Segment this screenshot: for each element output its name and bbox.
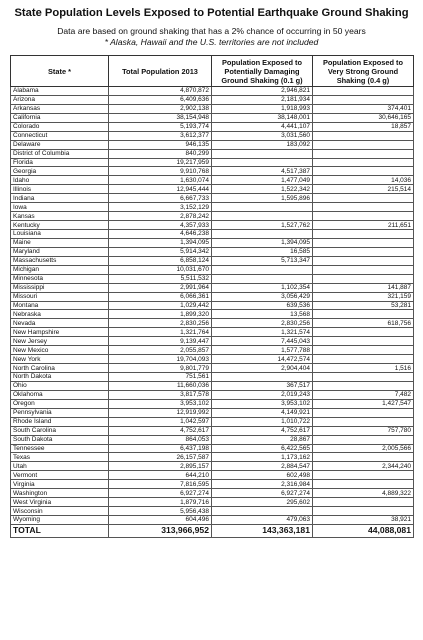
damaging-shaking-cell: 3,056,429: [212, 292, 313, 301]
state-name: Minnesota: [11, 274, 109, 283]
state-name: Rhode Island: [11, 417, 109, 426]
table-row: [11, 131, 414, 140]
table-row: [11, 256, 414, 265]
very-strong-shaking-cell: [313, 373, 414, 382]
very-strong-shaking-cell: [313, 149, 414, 158]
table-row: [11, 462, 414, 471]
state-name: Oregon: [11, 399, 109, 408]
total-population-cell: 2,895,157: [109, 462, 212, 471]
very-strong-shaking-cell: [313, 435, 414, 444]
total-population-cell: 946,135: [109, 140, 212, 149]
total-population-cell: 12,919,992: [109, 408, 212, 417]
header-state: State *: [11, 56, 109, 87]
damaging-shaking-cell: [212, 149, 313, 158]
very-strong-shaking-cell: [313, 480, 414, 489]
table-row: [11, 283, 414, 292]
damaging-shaking-cell: 1,477,049: [212, 176, 313, 185]
very-strong-shaking-cell: 757,780: [313, 426, 414, 435]
table-row: [11, 194, 414, 203]
total-population-cell: 6,066,361: [109, 292, 212, 301]
total-population-cell: 2,878,242: [109, 212, 212, 221]
total-population-cell: 2,830,256: [109, 319, 212, 328]
total-population-cell: 840,299: [109, 149, 212, 158]
very-strong-shaking-cell: [313, 507, 414, 516]
damaging-shaking-cell: 16,585: [212, 247, 313, 256]
subtitle: Data are based on ground shaking that has a 2% chance of occurring in 50 years: [57, 26, 366, 36]
damaging-shaking-cell: [212, 507, 313, 516]
state-name: Washington: [11, 489, 109, 498]
total-population-cell: 3,612,377: [109, 131, 212, 140]
state-name: Kansas: [11, 212, 109, 221]
total-population-cell: 38,154,948: [109, 113, 212, 122]
header-very-strong-shaking: Population Exposed to Very Strong Ground Shaking (0.4 g): [313, 56, 414, 87]
very-strong-shaking-cell: [313, 140, 414, 149]
very-strong-shaking-cell: 141,887: [313, 283, 414, 292]
table-row: [11, 149, 414, 158]
total-population-cell: 4,357,933: [109, 221, 212, 230]
damaging-shaking-cell: 479,063: [212, 516, 313, 525]
total-population-cell: 1,630,074: [109, 176, 212, 185]
state-name: South Carolina: [11, 426, 109, 435]
damaging-shaking-cell: 2,830,256: [212, 319, 313, 328]
very-strong-shaking-cell: [313, 256, 414, 265]
table-row: [11, 399, 414, 408]
state-name: Illinois: [11, 185, 109, 194]
state-name: Virginia: [11, 480, 109, 489]
table-row: [11, 212, 414, 221]
damaging-shaking-cell: [212, 203, 313, 212]
very-strong-shaking-cell: [313, 417, 414, 426]
very-strong-shaking-cell: 18,857: [313, 122, 414, 131]
total-population-cell: 2,055,857: [109, 346, 212, 355]
total-very-strong: 44,088,081: [313, 524, 414, 537]
very-strong-shaking-cell: 618,756: [313, 319, 414, 328]
total-damaging: 143,363,181: [212, 524, 313, 537]
total-population-cell: 6,927,274: [109, 489, 212, 498]
table-row: [11, 516, 414, 525]
total-population-cell: 1,899,320: [109, 310, 212, 319]
state-name: West Virginia: [11, 498, 109, 507]
very-strong-shaking-cell: 374,401: [313, 104, 414, 113]
damaging-shaking-cell: [212, 158, 313, 167]
state-name: Arizona: [11, 95, 109, 104]
state-name: Maryland: [11, 247, 109, 256]
total-population-cell: 10,031,670: [109, 265, 212, 274]
state-name: Ohio: [11, 381, 109, 390]
state-name: Mississippi: [11, 283, 109, 292]
state-name: Florida: [11, 158, 109, 167]
damaging-shaking-cell: 2,884,547: [212, 462, 313, 471]
very-strong-shaking-cell: [313, 194, 414, 203]
state-name: New Hampshire: [11, 328, 109, 337]
state-name: Vermont: [11, 471, 109, 480]
total-population-cell: 7,816,595: [109, 480, 212, 489]
total-population-cell: 9,139,447: [109, 337, 212, 346]
state-name: Nebraska: [11, 310, 109, 319]
table-row: [11, 265, 414, 274]
header-total-population: Total Population 2013: [109, 56, 212, 87]
very-strong-shaking-cell: [313, 87, 414, 96]
table-row: [11, 373, 414, 382]
state-name: Georgia: [11, 167, 109, 176]
table-row: [11, 417, 414, 426]
damaging-shaking-cell: 14,472,574: [212, 355, 313, 364]
damaging-shaking-cell: 1,173,162: [212, 453, 313, 462]
very-strong-shaking-cell: [313, 498, 414, 507]
total-population-cell: 6,858,124: [109, 256, 212, 265]
damaging-shaking-cell: 1,102,354: [212, 283, 313, 292]
total-population-cell: 3,817,578: [109, 390, 212, 399]
total-population-cell: 5,511,532: [109, 274, 212, 283]
very-strong-shaking-cell: 30,646,165: [313, 113, 414, 122]
total-population-cell: 26,157,587: [109, 453, 212, 462]
very-strong-shaking-cell: 7,482: [313, 390, 414, 399]
state-name: Tennessee: [11, 444, 109, 453]
total-population-cell: 3,152,129: [109, 203, 212, 212]
total-population-cell: 751,561: [109, 373, 212, 382]
total-population-cell: 644,210: [109, 471, 212, 480]
damaging-shaking-cell: 3,031,560: [212, 131, 313, 140]
total-population-cell: 2,991,964: [109, 283, 212, 292]
very-strong-shaking-cell: 1,427,547: [313, 399, 414, 408]
total-population-cell: 4,646,238: [109, 230, 212, 239]
state-name: New Mexico: [11, 346, 109, 355]
table-row: [11, 274, 414, 283]
total-population-cell: 1,394,095: [109, 238, 212, 247]
damaging-shaking-cell: 4,517,387: [212, 167, 313, 176]
total-population-cell: 1,029,442: [109, 301, 212, 310]
table-row: [11, 426, 414, 435]
damaging-shaking-cell: 6,927,274: [212, 489, 313, 498]
table-row: [11, 346, 414, 355]
total-population-cell: 12,945,444: [109, 185, 212, 194]
damaging-shaking-cell: 1,321,574: [212, 328, 313, 337]
table-row: [11, 122, 414, 131]
state-name: Alabama: [11, 87, 109, 96]
table-row: [11, 140, 414, 149]
very-strong-shaking-cell: [313, 355, 414, 364]
very-strong-shaking-cell: [313, 471, 414, 480]
header-damaging-shaking: Population Exposed to Potentially Damaging Ground Shaking (0.1 g): [212, 56, 313, 87]
state-name: Massachusetts: [11, 256, 109, 265]
total-population-cell: 19,217,959: [109, 158, 212, 167]
damaging-shaking-cell: 38,148,001: [212, 113, 313, 122]
table-row: [11, 435, 414, 444]
very-strong-shaking-cell: [313, 381, 414, 390]
page-title: State Population Levels Exposed to Potential Earthquake Ground Shaking: [14, 7, 409, 19]
table-row: [11, 176, 414, 185]
very-strong-shaking-cell: [313, 95, 414, 104]
damaging-shaking-cell: 183,092: [212, 140, 313, 149]
state-name: Colorado: [11, 122, 109, 131]
damaging-shaking-cell: [212, 212, 313, 221]
damaging-shaking-cell: [212, 274, 313, 283]
total-population-cell: 1,042,597: [109, 417, 212, 426]
state-name: New Jersey: [11, 337, 109, 346]
table-row: [11, 408, 414, 417]
very-strong-shaking-cell: [313, 212, 414, 221]
total-population-cell: 4,752,617: [109, 426, 212, 435]
total-population-cell: 5,193,774: [109, 122, 212, 131]
very-strong-shaking-cell: 211,651: [313, 221, 414, 230]
damaging-shaking-cell: 13,568: [212, 310, 313, 319]
table-row: [11, 185, 414, 194]
very-strong-shaking-cell: 2,005,566: [313, 444, 414, 453]
table-row: [11, 203, 414, 212]
total-population-cell: 11,660,036: [109, 381, 212, 390]
table-row: [11, 310, 414, 319]
damaging-shaking-cell: 2,946,821: [212, 87, 313, 96]
damaging-shaking-cell: [212, 230, 313, 239]
total-label: TOTAL: [11, 524, 109, 537]
total-population-cell: 4,870,872: [109, 87, 212, 96]
table-row: [11, 471, 414, 480]
very-strong-shaking-cell: [313, 346, 414, 355]
table-row: [11, 444, 414, 453]
very-strong-shaking-cell: 321,159: [313, 292, 414, 301]
damaging-shaking-cell: 1,527,762: [212, 221, 313, 230]
state-name: Wisconsin: [11, 507, 109, 516]
very-strong-shaking-cell: [313, 203, 414, 212]
total-population-cell: 19,704,093: [109, 355, 212, 364]
state-name: New York: [11, 355, 109, 364]
very-strong-shaking-cell: 4,889,322: [313, 489, 414, 498]
damaging-shaking-cell: 295,602: [212, 498, 313, 507]
state-name: California: [11, 113, 109, 122]
table-row: [11, 498, 414, 507]
very-strong-shaking-cell: 14,036: [313, 176, 414, 185]
state-name: North Dakota: [11, 373, 109, 382]
total-population-cell: 864,053: [109, 435, 212, 444]
very-strong-shaking-cell: [313, 238, 414, 247]
very-strong-shaking-cell: [313, 158, 414, 167]
very-strong-shaking-cell: [313, 310, 414, 319]
table-row: [11, 104, 414, 113]
very-strong-shaking-cell: [313, 337, 414, 346]
damaging-shaking-cell: 1,595,896: [212, 194, 313, 203]
state-name: Texas: [11, 453, 109, 462]
very-strong-shaking-cell: 2,344,240: [313, 462, 414, 471]
damaging-shaking-cell: 1,394,095: [212, 238, 313, 247]
very-strong-shaking-cell: [313, 453, 414, 462]
state-name: Iowa: [11, 203, 109, 212]
state-name: Michigan: [11, 265, 109, 274]
total-population-cell: 1,321,764: [109, 328, 212, 337]
state-name: Nevada: [11, 319, 109, 328]
state-name: Kentucky: [11, 221, 109, 230]
very-strong-shaking-cell: [313, 408, 414, 417]
state-name: Delaware: [11, 140, 109, 149]
table-row: [11, 247, 414, 256]
table-row: [11, 238, 414, 247]
damaging-shaking-cell: 639,536: [212, 301, 313, 310]
damaging-shaking-cell: 3,953,102: [212, 399, 313, 408]
very-strong-shaking-cell: [313, 131, 414, 140]
damaging-shaking-cell: 1,522,342: [212, 185, 313, 194]
table-row: [11, 113, 414, 122]
damaging-shaking-cell: 4,752,617: [212, 426, 313, 435]
damaging-shaking-cell: 602,498: [212, 471, 313, 480]
state-name: Missouri: [11, 292, 109, 301]
state-name: Pennsylvania: [11, 408, 109, 417]
population-table: [10, 55, 414, 538]
table-row: [11, 167, 414, 176]
damaging-shaking-cell: 1,577,788: [212, 346, 313, 355]
very-strong-shaking-cell: 38,921: [313, 516, 414, 525]
state-name: North Carolina: [11, 364, 109, 373]
table-row: [11, 390, 414, 399]
total-population-cell: 6,667,733: [109, 194, 212, 203]
very-strong-shaking-cell: [313, 247, 414, 256]
table-row: [11, 95, 414, 104]
state-name: South Dakota: [11, 435, 109, 444]
damaging-shaking-cell: 6,422,565: [212, 444, 313, 453]
table-row: [11, 381, 414, 390]
state-name: District of Columbia: [11, 149, 109, 158]
table-row: [11, 364, 414, 373]
table-row: [11, 355, 414, 364]
table-row: [11, 507, 414, 516]
table-row: [11, 489, 414, 498]
very-strong-shaking-cell: [313, 265, 414, 274]
state-name: Montana: [11, 301, 109, 310]
damaging-shaking-cell: 2,316,984: [212, 480, 313, 489]
damaging-shaking-cell: 7,445,043: [212, 337, 313, 346]
very-strong-shaking-cell: [313, 230, 414, 239]
state-name: Indiana: [11, 194, 109, 203]
very-strong-shaking-cell: 53,281: [313, 301, 414, 310]
table-row: [11, 87, 414, 96]
total-population-cell: 604,496: [109, 516, 212, 525]
table-row: [11, 221, 414, 230]
table-row: [11, 230, 414, 239]
total-population-cell: 6,409,636: [109, 95, 212, 104]
state-name: Connecticut: [11, 131, 109, 140]
table-row: [11, 158, 414, 167]
damaging-shaking-cell: 2,019,243: [212, 390, 313, 399]
table-row: [11, 480, 414, 489]
very-strong-shaking-cell: [313, 274, 414, 283]
state-name: Maine: [11, 238, 109, 247]
table-row: [11, 292, 414, 301]
very-strong-shaking-cell: [313, 167, 414, 176]
table-row: [11, 301, 414, 310]
total-population-cell: 3,953,102: [109, 399, 212, 408]
damaging-shaking-cell: [212, 265, 313, 274]
damaging-shaking-cell: 1,918,993: [212, 104, 313, 113]
total-population-cell: 9,801,779: [109, 364, 212, 373]
very-strong-shaking-cell: [313, 328, 414, 337]
total-population-cell: 1,879,716: [109, 498, 212, 507]
very-strong-shaking-cell: 1,516: [313, 364, 414, 373]
total-population-cell: 9,910,768: [109, 167, 212, 176]
state-name: Arkansas: [11, 104, 109, 113]
damaging-shaking-cell: 28,867: [212, 435, 313, 444]
header-row: [11, 56, 414, 87]
total-population-cell: 5,914,342: [109, 247, 212, 256]
total-population: 313,966,952: [109, 524, 212, 537]
very-strong-shaking-cell: 215,514: [313, 185, 414, 194]
state-name: Louisiana: [11, 230, 109, 239]
damaging-shaking-cell: 5,713,347: [212, 256, 313, 265]
total-population-cell: 6,437,198: [109, 444, 212, 453]
damaging-shaking-cell: 4,441,107: [212, 122, 313, 131]
table-row: [11, 319, 414, 328]
damaging-shaking-cell: 367,517: [212, 381, 313, 390]
note: * Alaska, Hawaii and the U.S. territories are not included: [104, 37, 319, 47]
total-population-cell: 5,956,438: [109, 507, 212, 516]
total-row: [11, 524, 414, 537]
damaging-shaking-cell: 4,149,921: [212, 408, 313, 417]
table-body: [11, 87, 414, 525]
state-name: Idaho: [11, 176, 109, 185]
table-row: [11, 453, 414, 462]
state-name: Utah: [11, 462, 109, 471]
table-row: [11, 328, 414, 337]
state-name: Oklahoma: [11, 390, 109, 399]
damaging-shaking-cell: 2,181,934: [212, 95, 313, 104]
state-name: Wyoming: [11, 516, 109, 525]
damaging-shaking-cell: [212, 373, 313, 382]
table-row: [11, 337, 414, 346]
total-population-cell: 2,902,138: [109, 104, 212, 113]
damaging-shaking-cell: 1,010,722: [212, 417, 313, 426]
damaging-shaking-cell: 2,904,404: [212, 364, 313, 373]
